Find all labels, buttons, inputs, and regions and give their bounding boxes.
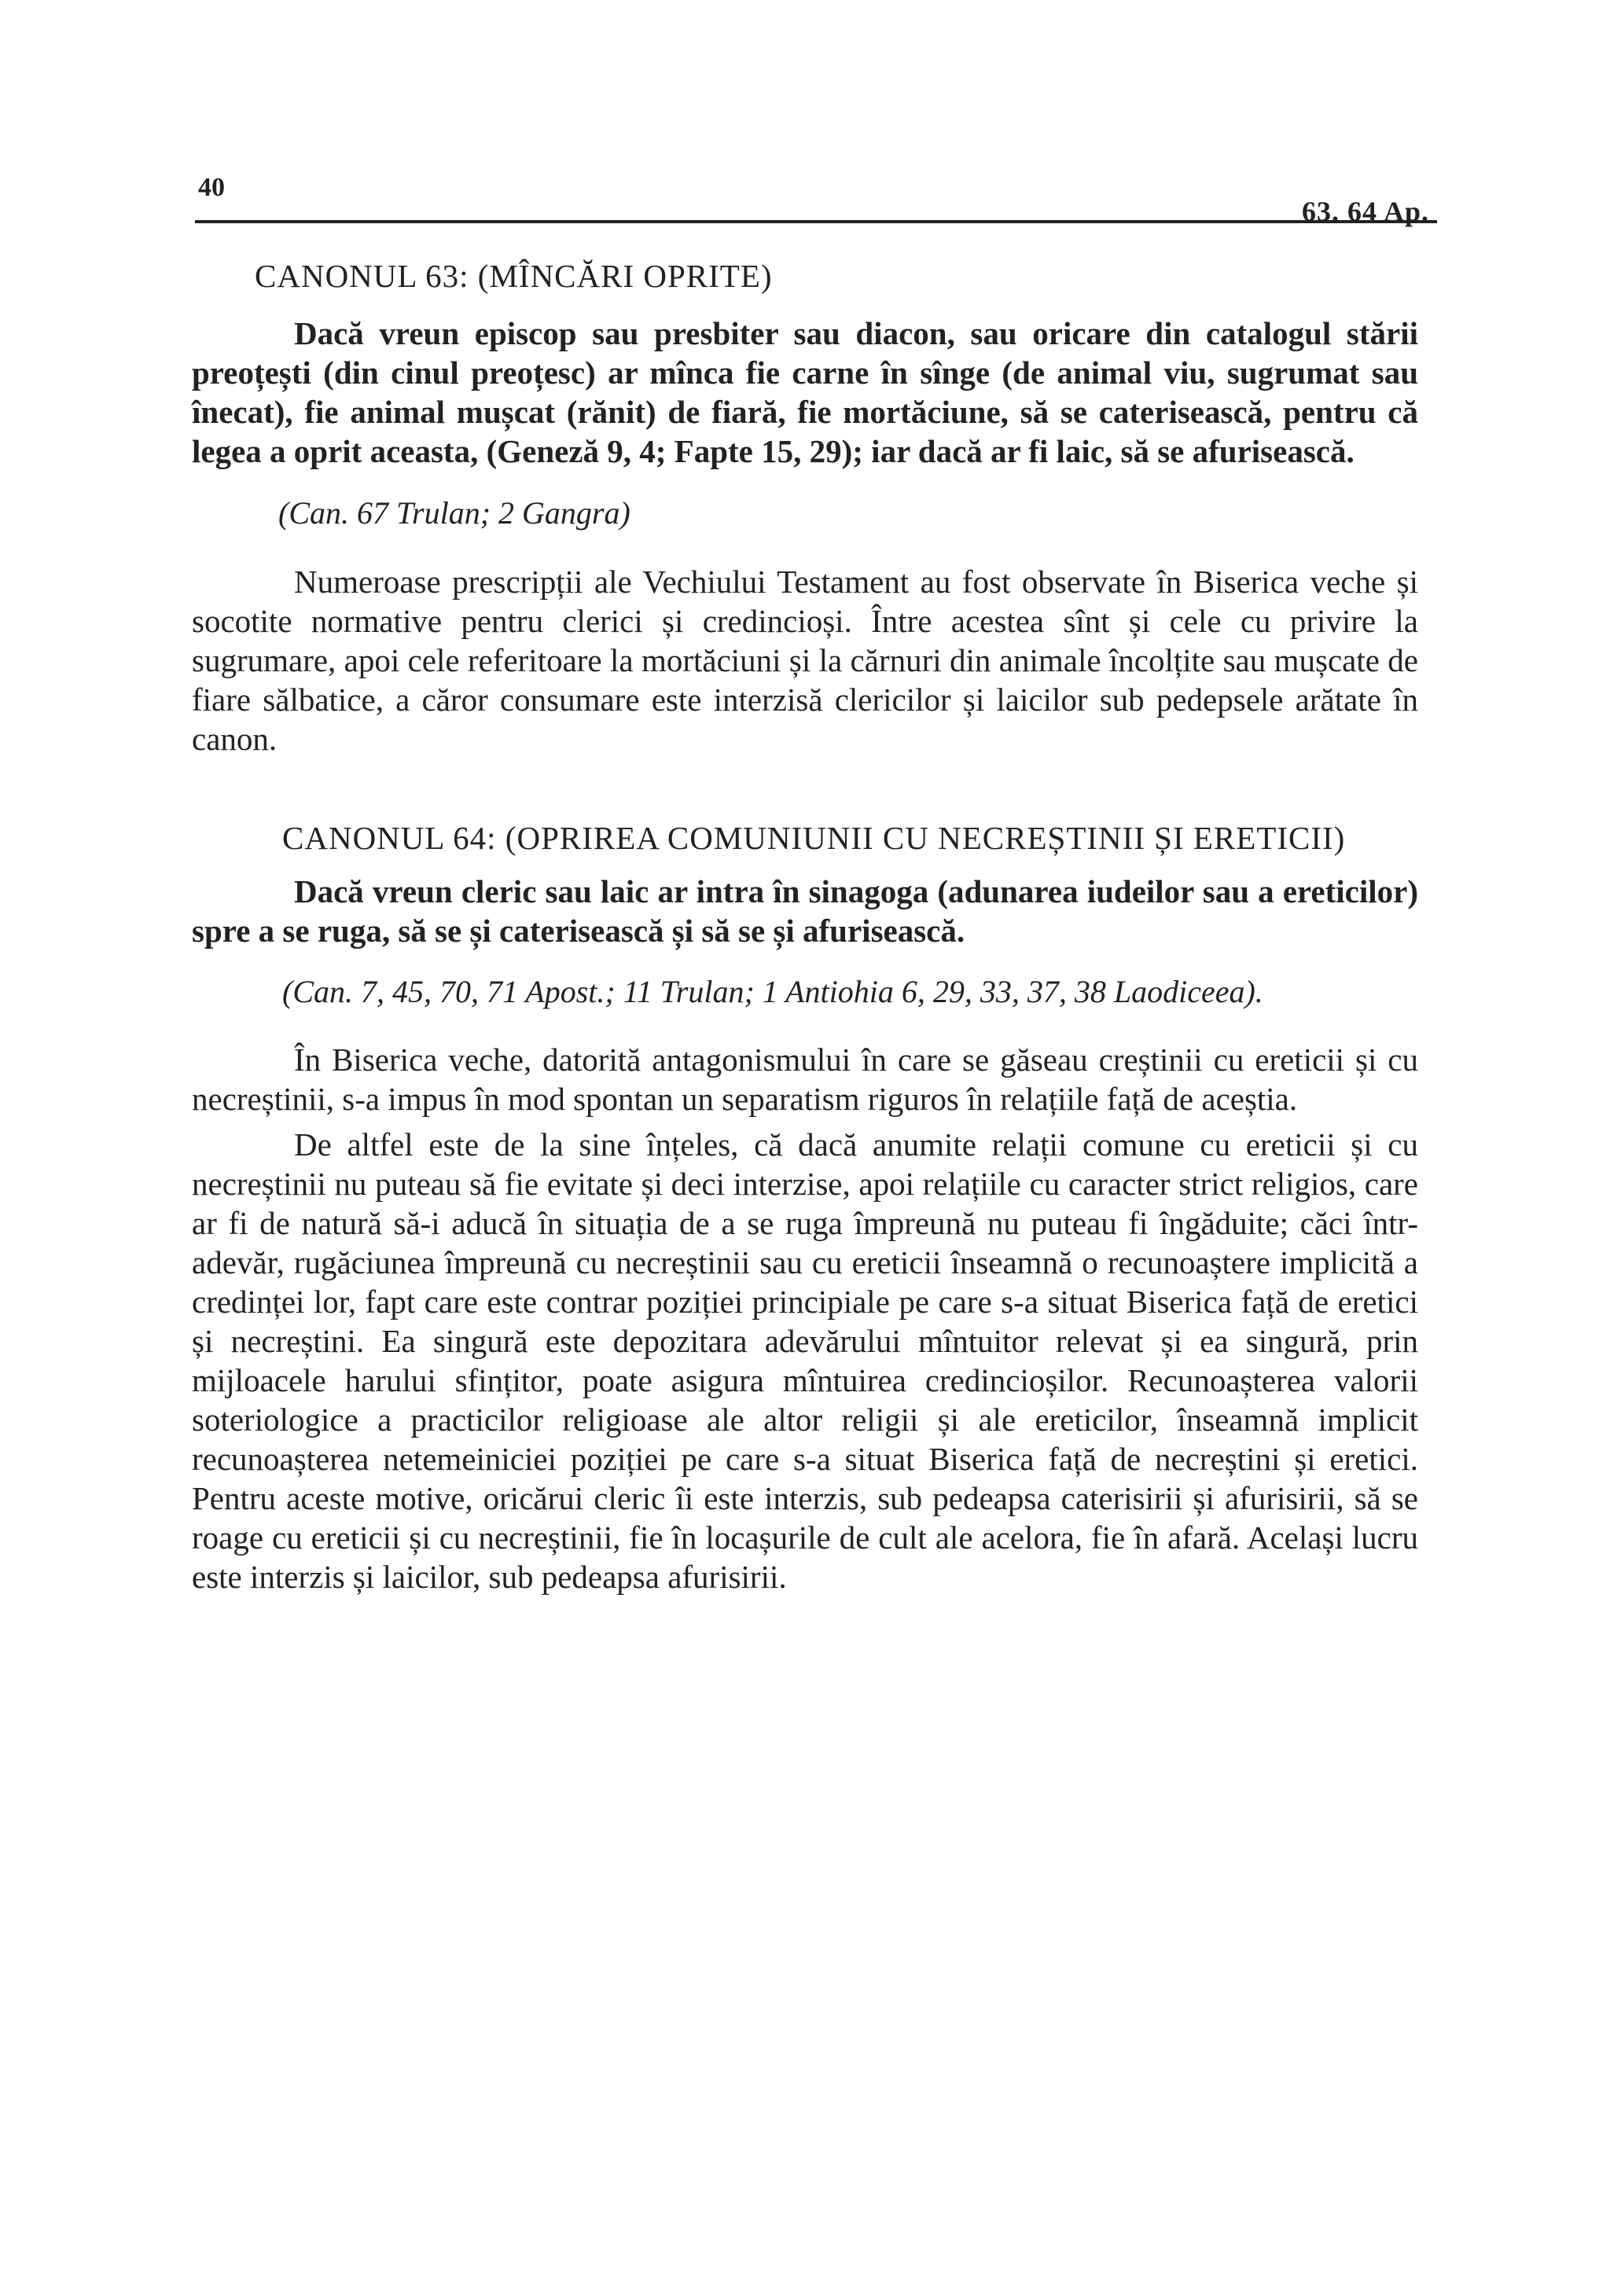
canon-63-comment: Numeroase prescripții ale Vechiului Testament au fost observate în Biserica veche și socotite normative pentru clerici și credincioși. Între acestea sînt și cele cu privire la sugrumare, apoi cele referitoare la mortăciuni și la cărnuri din animale încolțite sau mușcate de fiare sălbatice, a căror consumare este interzisă clericilor și laicilor sub pedepsele arătate în canon. (192, 564, 1418, 757)
canon-63-text: Dacă vreun episcop sau presbiter sau diacon, sau oricare din catalogul stării preoțești (din cinul preoțesc) ar mînca fie carne în sînge (de animal viu, sugrumat sau înecat), fie animal mușcat (rănit) de fiară, fie mortăciune, să se caterisească, pentru că legea a oprit aceasta, (Geneză 9, 4; Fapte 15, 29); iar dacă ar fi laic, să se afurisească. (192, 315, 1418, 469)
header-rule (195, 220, 1437, 223)
page-number: 40 (198, 173, 225, 202)
canon-64-section (192, 820, 1418, 1596)
running-head: 63. 64 Ap. (1301, 196, 1429, 227)
canon-64-text: Dacă vreun cleric sau laic ar intra în sinagoga (adunarea iudeilor sau a ereticilor) spre a se ruga, să se și caterisească și să se și afurisească. (192, 873, 1418, 949)
canon-64-comment-2: De altfel este de la sine înțeles, că dacă anumite relații comune cu ereticii și cu necreștinii nu puteau să fie evitate și deci interzise, apoi relațiile cu caracter strict religios, care ar fi de natură să-i aducă în situația de a se ruga împreună nu puteau fi îngăduite; căci într-adevăr, rugăciunea împreună cu necreștinii sau cu ereticii înseamnă o recunoaștere implicită a credinței lor, fapt care este contrar poziției principiale pe care s-a situat Biserica față de eretici și necreștini. Ea singură este depozitara adevărului mîntuitor relevat și ea singură, prin mijloacele harului sfințitor, poate asigura mîntuirea credincioșilor. Recunoașterea valorii soteriologice a practicilor religioase ale altor religii și ale ereticilor, înseamnă implicit recunoașterea netemeiniciei poziției pe care s-a situat Biserica față de necreștini și eretici. Pentru aceste motive, oricărui cleric îi este interzis, sub pedeapsa caterisirii și afurisirii, să se roage cu ereticii și cu necreștinii, fie în locașurile de cult ale acelora, fie în afară. Același lucru este interzis și laicilor, sub pedeapsa afurisirii. (192, 1126, 1418, 1595)
page-header (195, 157, 1437, 228)
canon-63-reference: (Can. 67 Trulan; 2 Gangra) (278, 495, 630, 531)
canon-64-comment-1: În Biserica veche, datorită antagonismului în care se găseau creștinii cu ereticii și cu necreștinii, s-a impus în mod spontan un separatism riguros în relațiile față de aceștia. (192, 1041, 1418, 1117)
canon-63-section (192, 255, 1418, 759)
page-content (192, 255, 1418, 1603)
section-spacer (192, 765, 1418, 820)
canon-64-reference: (Can. 7, 45, 70, 71 Apost.; 11 Trulan; 1 Antiohia 6, 29, 33, 37, 38 Laodiceea). (282, 974, 1263, 1009)
canon-64-heading: CANONUL 64: (OPRIREA COMUNIUNII CU NECREȘTINII ȘI ERETICII) (282, 820, 1346, 856)
canon-63-heading: CANONUL 63: (MÎNCĂRI OPRITE) (255, 258, 773, 294)
